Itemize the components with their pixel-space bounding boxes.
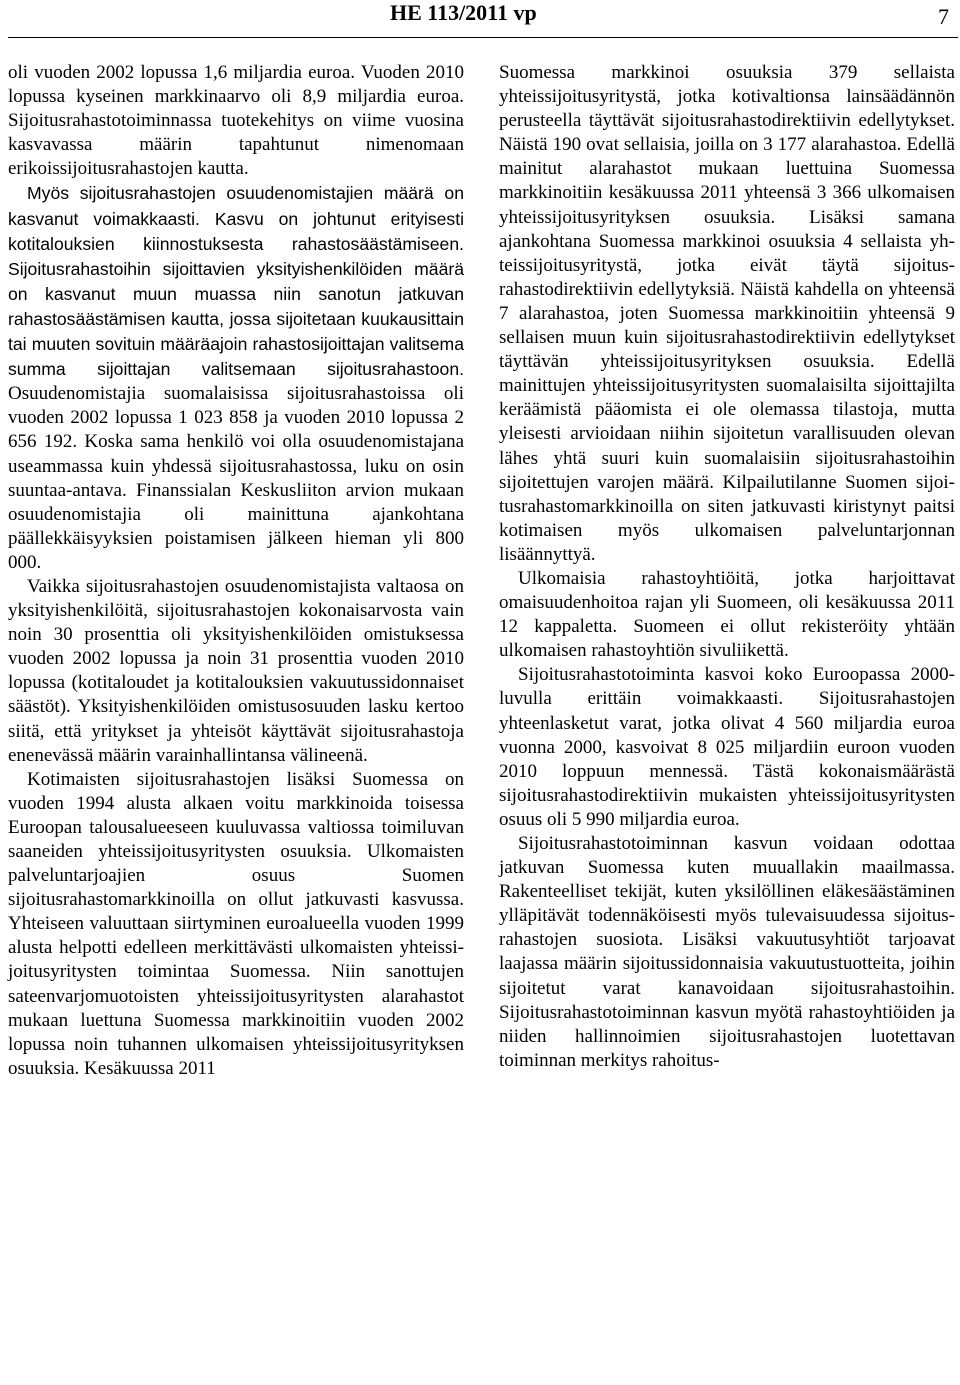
paragraph: Ulkomaisia rahastoyhtiöitä, jotka harjoittavat omaisuudenhoitoa rajan yli Suomeen, oli kesäkuussa 2011 12 kappaletta. Suomeen ei ollut rekisteröity yhtään ulkomaisen rahastoyhtiön sivuliikettä. (499, 567, 955, 662)
paragraph-sans-part: Myös sijoitusrahastojen osuudenomistajien määrä on kasvanut voimakkaasti. Kasvu on johtunut erityisesti kotitalouksien kiinnostuksesta rahastosäästämiseen. Sijoitusrahastoihin sijoittavien yksityishenkilöiden määrä on kasvanut muun muassa niin sanotun jatkuvan rahastosäästämisen kautta, jossa sijoitetaan kuukausittain tai muuten sovituin määräajoin rahastosijoittajan valitsema summa sijoittajan valitsemaan sijoitusrahastoon. (8, 183, 464, 380)
header-divider (8, 37, 958, 38)
paragraph: Suomessa markkinoi osuuksia 379 sellaista yhteissijoitusyritystä, jotka kotivaltionsa lainsäädännön perusteella täyttävät sijoitusrahastodirektiivin edellytykset. Näistä 190 ovat sellaisia, joilla on 3 177 alarahastoa. Edellä mainitut alarahastot mukaan luettuina Suomessa markkinoitiin kesäkuussa 2011 yhteensä 3 366 ulkomaisen yhteissijoitusyrityksen osuuksia. Lisäksi samana ajankohtana Suomessa markkinoi osuuksia 4 sellaista yhteissijoitusyritystä, jotka eivät täytä sijoitusrahastodirektiivin edellytyksiä. Näistä kahdella on yhteensä 7 alarahastoa, joten Suomessa markkinoitiin yhteensä 9 sellaisen muun kuin sijoitusrahastodirektiivin edellytykset täyttävän yhteissijoitusyrityksen osuuksia. Edellä mainittujen yhteissijoitusyritysten suomalaisilta sijoittajilta keräämistä pääomista ei ole olemassa tilastoja, mutta yleisesti arvioidaan niihin sijoitetun varallisuuden olevan lähes yhtä suuri kuin suomalaisiin sijoitusrahastoihin sijoitettujen varojen määrä. Kilpailutilanne Suomen sijoitusrahastomarkkinoilla on siten jatkuvasti kiristynyt paitsi kotimaisen myös ulkomaisen palveluntarjonnan lisäännyttyä. (499, 62, 955, 565)
paragraph: oli vuoden 2002 lopussa 1,6 miljardia euroa. Vuoden 2010 lopussa kyseinen markkinaarvo oli 8,9 miljardia euroa. Sijoitusrahastotoiminnassa tuotekehitys on viime vuosina kasvavassa määrin tapahtunut nimenomaan erikoissijoitusrahastojen kautta. (8, 62, 464, 180)
document-id: HE 113/2011 vp (390, 0, 537, 25)
paragraph-serif-part: Osuudenomistajia suomalaisissa sijoitusrahastoissa oli vuoden 2002 lopussa 1 023 858 ja vuoden 2010 lopussa 2 656 192. Koska sama henkilö voi olla osuudenomistajana useammassa kuin yhdessä sijoitusrahastossa, luku on osin suuntaa-antava. Finanssialan Keskusliiton arvion mukaan osuudenomistajia oli mainittuna ajankohtana päällekkäisyyksien poistamisen jälkeen hieman yli 800 000. (8, 383, 464, 573)
page-number: 7 (938, 4, 949, 29)
left-column (8, 61, 464, 1081)
page-header (0, 0, 960, 46)
paragraph: Sijoitusrahastotoiminta kasvoi koko Euroopassa 2000-luvulla erittäin voimakkaasti. Sijoitusrahastojen yhteenlasketut varat, jotka olivat 4 560 miljardia euroa vuonna 2000, kasvoivat 8 025 miljardiin euroon vuoden 2010 loppuun mennessä. Tästä kokonaismäärästä sijoitusrahastodirektiivin mukaisten yhteissijoitusyritysten osuus oli 5 990 miljardia euroa. (499, 664, 955, 830)
paragraph: Sijoitusrahastotoiminnan kasvun voidaan odottaa jatkuvan Suomessa kuten muuallakin maailmassa. Rakenteelliset tekijät, kuten yksilöllinen eläkesäästäminen ylläpitävät todennäköisesti myös tulevaisuudessa sijoitusrahastojen suosiota. Lisäksi vakuutusyhtiöt tarjoavat laajassa määrin sijoitussidonnaisia vakuutustuotteita, joihin sijoitetut varat kanavoidaan sijoitusrahastoihin. Sijoitusrahastotoiminnan kasvun myötä rahastoyhtiöiden ja niiden hallinnoimien sijoitusrahastojen luotettavan toiminnan merkitys rahoitus- (499, 833, 955, 1071)
paragraph: Kotimaisten sijoitusrahastojen lisäksi Suomessa on vuoden 1994 alusta alkaen voitu markkinoida toisessa Euroopan talousalueeseen kuuluvassa valtiossa toimiluvan saaneiden yhteissijoitusyritysten osuuksia. Ulkomaisten palveluntarjoajien osuus Suomen sijoitusrahastomarkkinoilla on ollut jatkuvasti kasvussa. Yhteiseen valuuttaan siirtyminen euroalueella vuoden 1999 alusta helpotti edelleen merkittävästi ulkomaisten yhteissijoitusyritysten toimintaa Suomessa. Niin sanottujen sateenvarjomuotoisten yhteissijoitusyritysten alarahastot mukaan luettuna Suomessa markkinoitiin vuoden 2002 lopussa noin tuhannen ulkomaisen yhteissijoitusyrityksen osuuksia. Kesäkuussa 2011 (8, 768, 464, 1079)
right-column (499, 61, 955, 1073)
paragraph: Vaikka sijoitusrahastojen osuudenomistajista valtaosa on yksityishenkilöitä, sijoitusrahastojen kokonaisarvosta vain noin 30 prosenttia oli yksityishenkilöiden omistuksessa vuoden 2002 lopussa ja noin 31 prosenttia vuoden 2010 lopussa (kotitaloudet ja kotitalouksien vakuutussidonnaiset säästöt). Yksityishenkilöiden omistusosuuden lasku kertoo siitä, että yritykset ja yhteisöt käyttävät sijoitusrahastoja enenevässä määrin varainhallintansa välineenä. (8, 575, 464, 766)
paragraph (8, 181, 464, 575)
